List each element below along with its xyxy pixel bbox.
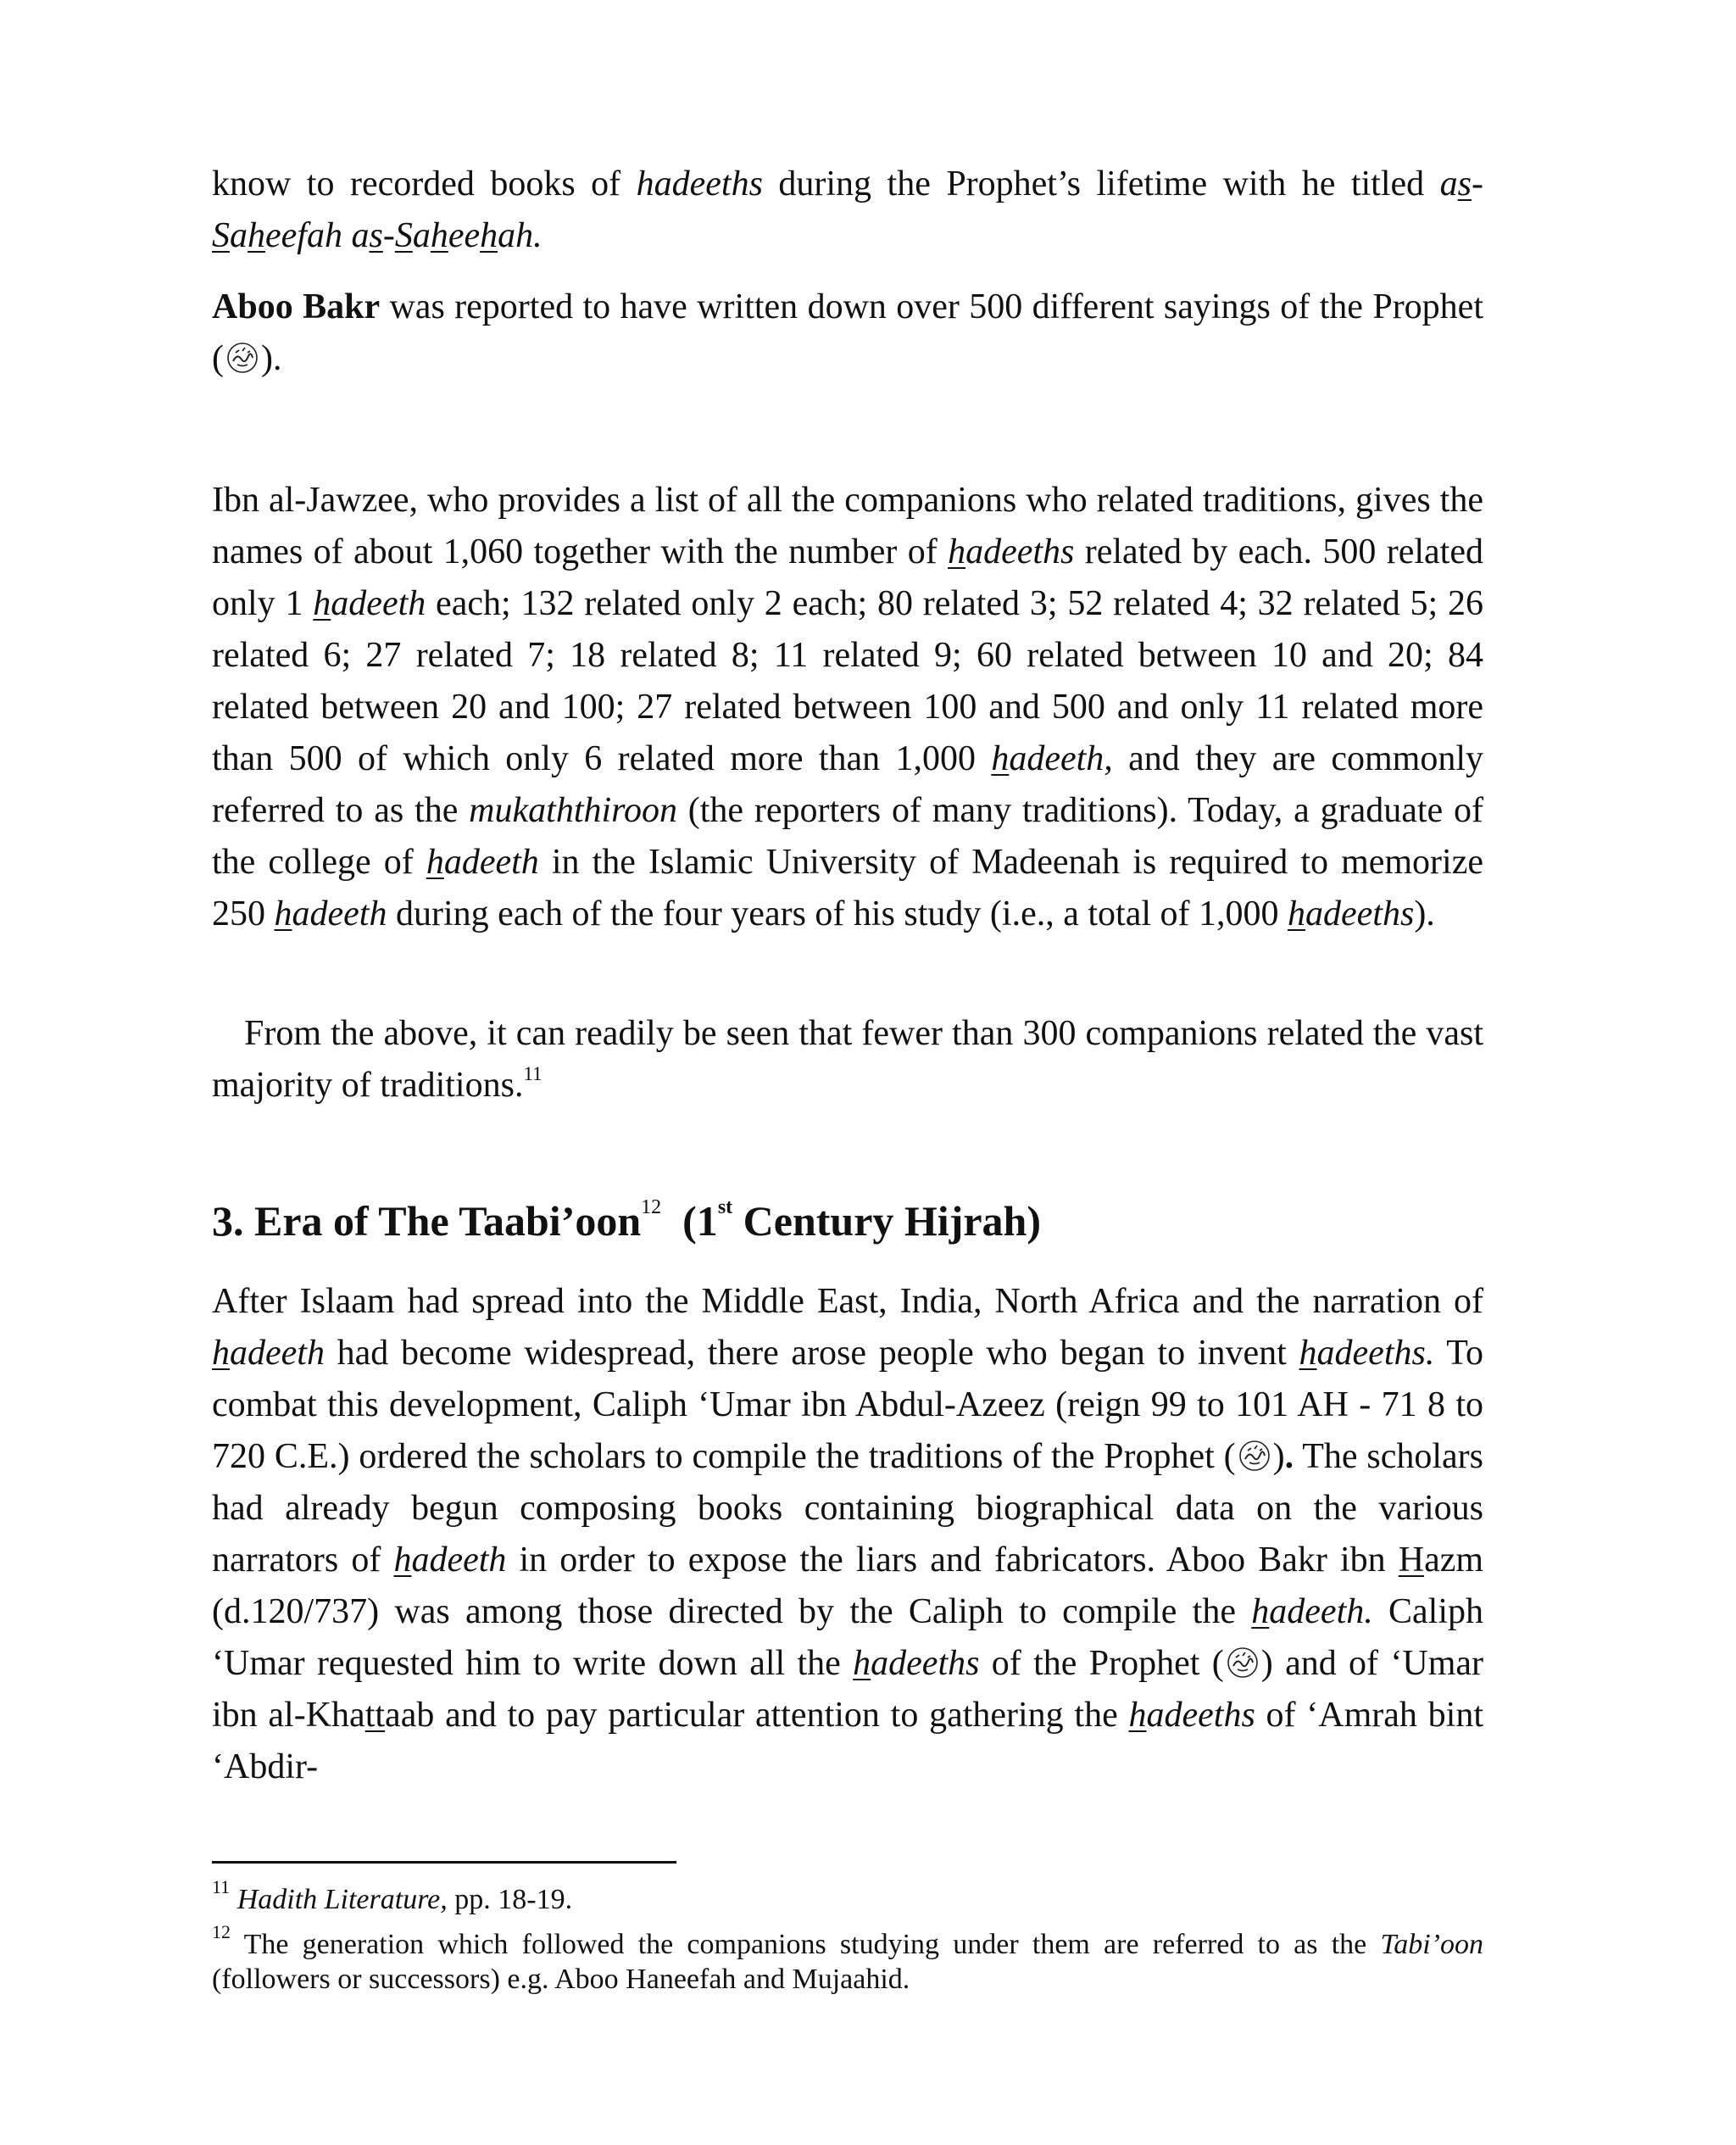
salutation-icon [225, 341, 259, 375]
salutation-icon [1226, 1646, 1260, 1680]
footnote-12: $^{12}$ The generation which followed the companions studying under them are referred to as the Tabi’oon (followers or successors) e.g. Aboo Haneefah and Mujaahid. [212, 1920, 1483, 1995]
book-title: as-Saheefah as-Saheehah. [212, 164, 1483, 255]
footnote-ref-12[interactable]: 12 [641, 1196, 662, 1219]
footnote-divider [212, 1861, 676, 1864]
salutation-icon [1238, 1439, 1271, 1473]
footnote-ref-11[interactable]: 11 [523, 1063, 542, 1084]
paragraph-3: Ibn al-Jawzee, who provides a list of all the companions who related traditions, gives the names of about 1,060 together with the number of hadeeths related by each. 500 related only 1 hadeeth each; 132 related only 2 each; 80 related 3; 52 related 4; 32 related 5; 26 related 6; 27 related 7; 18 related 8; 11 related 9; 60 related between 10 and 20; 84 related between 20 and 100; 27 related between 100 and 500 and only 11 related more than 500 of which only 6 related more than 1,000 hadeeth, and they are commonly referred to as the mukaththiroon (the reporters of many traditions). Today, a graduate of the college of hadeeth in the Islamic University of Madeenah is required to memorize 250 hadeeth during each of the four years of his study (i.e., a total of 1,000 hadeeths). [212, 481, 1484, 933]
section-heading: 3. Era of The Taabi’oon$^{12}$ (1st Century Hijrah) [212, 1196, 1041, 1245]
paragraph-2: Aboo Bakr was reported to have written down over 500 different sayings of the Prophet ( ). [212, 287, 1483, 378]
paragraph-5: After Islaam had spread into the Middle East, India, North Africa and the narration of hadeeth had become widespread, there arose people who began to invent hadeeths. To combat this development, Caliph ‘Umar ibn Abdul-Azeez (reign 99 to 101 AH - 71 8 to 720 C.E.) ordered the scholars to compile the traditions of the Prophet ( ). The scholars had already begun composing books containing biographical data on the various narrators of hadeeth in order to expose the liars and fabricators. Aboo Bakr ibn Hazm (d.120/737) was among those directed by the Caliph to compile the hadeeth. Caliph ‘Umar requested him to write down all the hadeeths of the Prophet ( ) and of ‘Umar ibn al-Khattaab and to pay particular attention to gathering the hadeeths of ‘Amrah bint ‘Abdir- [212, 1282, 1484, 1786]
paragraph-1: know to recorded books of hadeeths during the Prophet’s lifetime with he titled as-Saheefah as-Saheehah. [212, 164, 1483, 255]
footnotes [212, 1875, 1483, 1997]
footnote-11: $^{11}$ Hadith Literature, pp. 18-19. [212, 1875, 573, 1915]
paragraph-4: From the above, it can readily be seen that fewer than 300 companions related the vast majority of traditions.$^{11}$ [212, 1014, 1483, 1105]
